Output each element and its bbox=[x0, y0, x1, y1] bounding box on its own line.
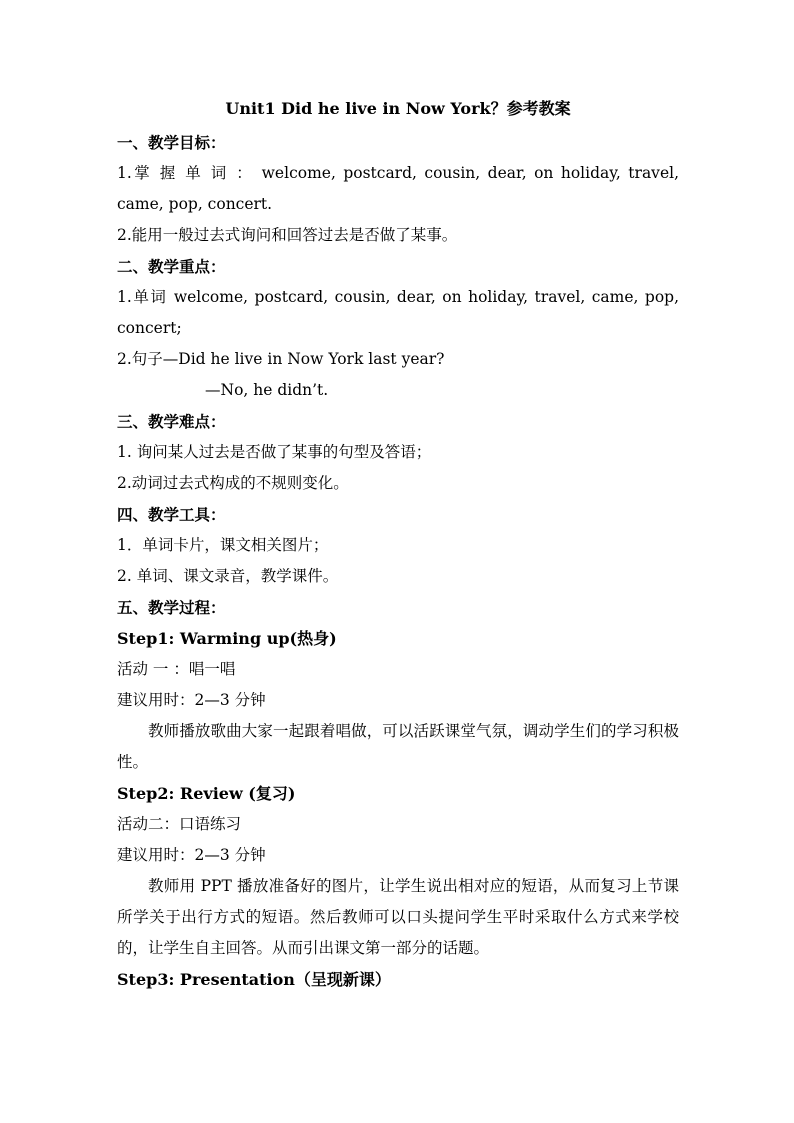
process-heading: 五、教学过程： bbox=[117, 598, 226, 617]
tools-heading: 四、教学工具： bbox=[117, 505, 226, 524]
tools-item-2: 2. 单词、课文录音，教学课件。 bbox=[117, 567, 339, 585]
key-points-words: 1.单词 welcome, postcard, cousin, dear, on holiday, travel, came, pop, concert; bbox=[117, 288, 679, 337]
key-points-sentence-answer: —No, he didn’t. bbox=[205, 381, 329, 399]
step1-description: 教师播放歌曲大家一起跟着唱做，可以活跃课堂气氛，调动学生们的学习积极性。 bbox=[117, 722, 679, 771]
difficulties-item-1: 1. 询问某人过去是否做了某事的句型及答语； bbox=[117, 443, 432, 461]
key-points-sentence-question: 2.句子—Did he live in Now York last year? bbox=[117, 350, 445, 368]
step2-time: 建议用时：2—3 分钟 bbox=[117, 846, 266, 864]
key-points-heading: 二、教学重点： bbox=[117, 257, 226, 276]
difficulties-heading: 三、教学难点： bbox=[117, 412, 226, 431]
document-page bbox=[117, 97, 679, 995]
tools-item-1: 1．单词卡片，课文相关图片； bbox=[117, 536, 329, 554]
step1-activity: 活动 一 ：唱一唱 bbox=[117, 660, 236, 678]
step2-description: 教师用 PPT 播放准备好的图片，让学生说出相对应的短语，从而复习上节课所学关于出行方式的短语。然后教师可以口头提问学生平时采取什么方式来学校的，让学生自主回答。从而引出课文第一部分的话题。 bbox=[117, 877, 679, 957]
objectives-vocabulary: 1.掌 握 单 词 ： welcome, postcard, cousin, dear, on holiday, travel, came, pop, concert. bbox=[117, 164, 679, 213]
step2-title: Step2: Review (复习) bbox=[117, 784, 296, 803]
step1-time: 建议用时：2—3 分钟 bbox=[117, 691, 266, 709]
difficulties-item-2: 2.动词过去式构成的不规则变化。 bbox=[117, 474, 349, 492]
objectives-heading: 一、教学目标： bbox=[117, 133, 226, 152]
step3-title: Step3: Presentation（呈现新课） bbox=[117, 970, 391, 989]
step1-title: Step1: Warming up(热身) bbox=[117, 629, 337, 648]
document-title: Unit1 Did he live in Now York？参考教案 bbox=[225, 99, 571, 118]
objectives-grammar: 2.能用一般过去式询问和回答过去是否做了某事。 bbox=[117, 226, 458, 244]
step2-activity: 活动二：口语练习 bbox=[117, 815, 242, 833]
